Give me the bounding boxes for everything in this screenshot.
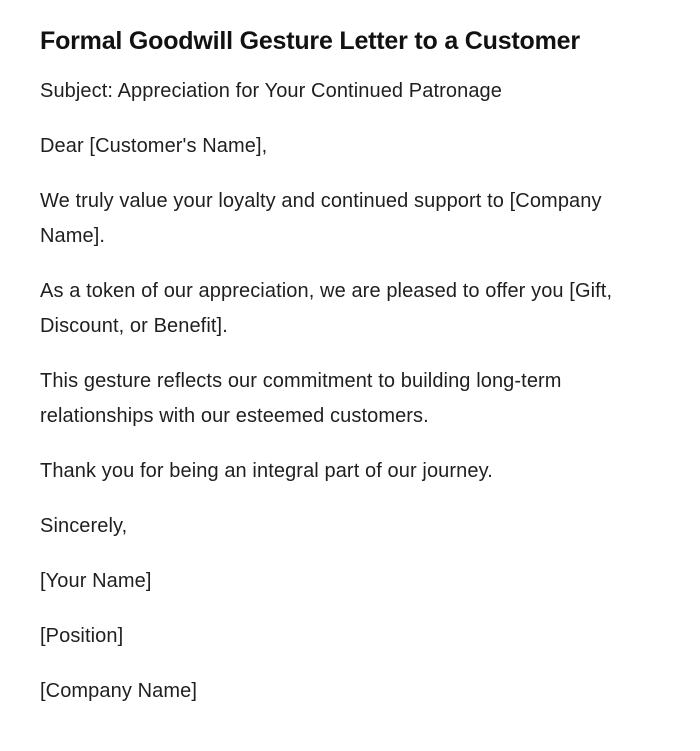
signature-company: [Company Name] [40,680,198,702]
closing-line: Sincerely, [40,515,128,537]
signature-position: [Position] [40,625,124,647]
salutation: Dear [Customer's Name], [40,135,268,157]
signature-name: [Your Name] [40,570,152,592]
paragraph-offer: As a token of our appreciation, we are pleased to offer you [Gift, Discount, or Benefit]. [40,280,613,337]
document-title: Formal Goodwill Gesture Letter to a Customer [40,27,580,55]
paragraph-loyalty: We truly value your loyalty and continued support to [Company Name]. [40,190,602,247]
subject-line: Subject: Appreciation for Your Continued Patronage [40,80,502,102]
paragraph-thanks: Thank you for being an integral part of our journey. [40,460,493,482]
letter-document [40,24,660,729]
paragraph-commitment: This gesture reflects our commitment to building long-term relationships with our esteemed customers. [40,370,562,427]
